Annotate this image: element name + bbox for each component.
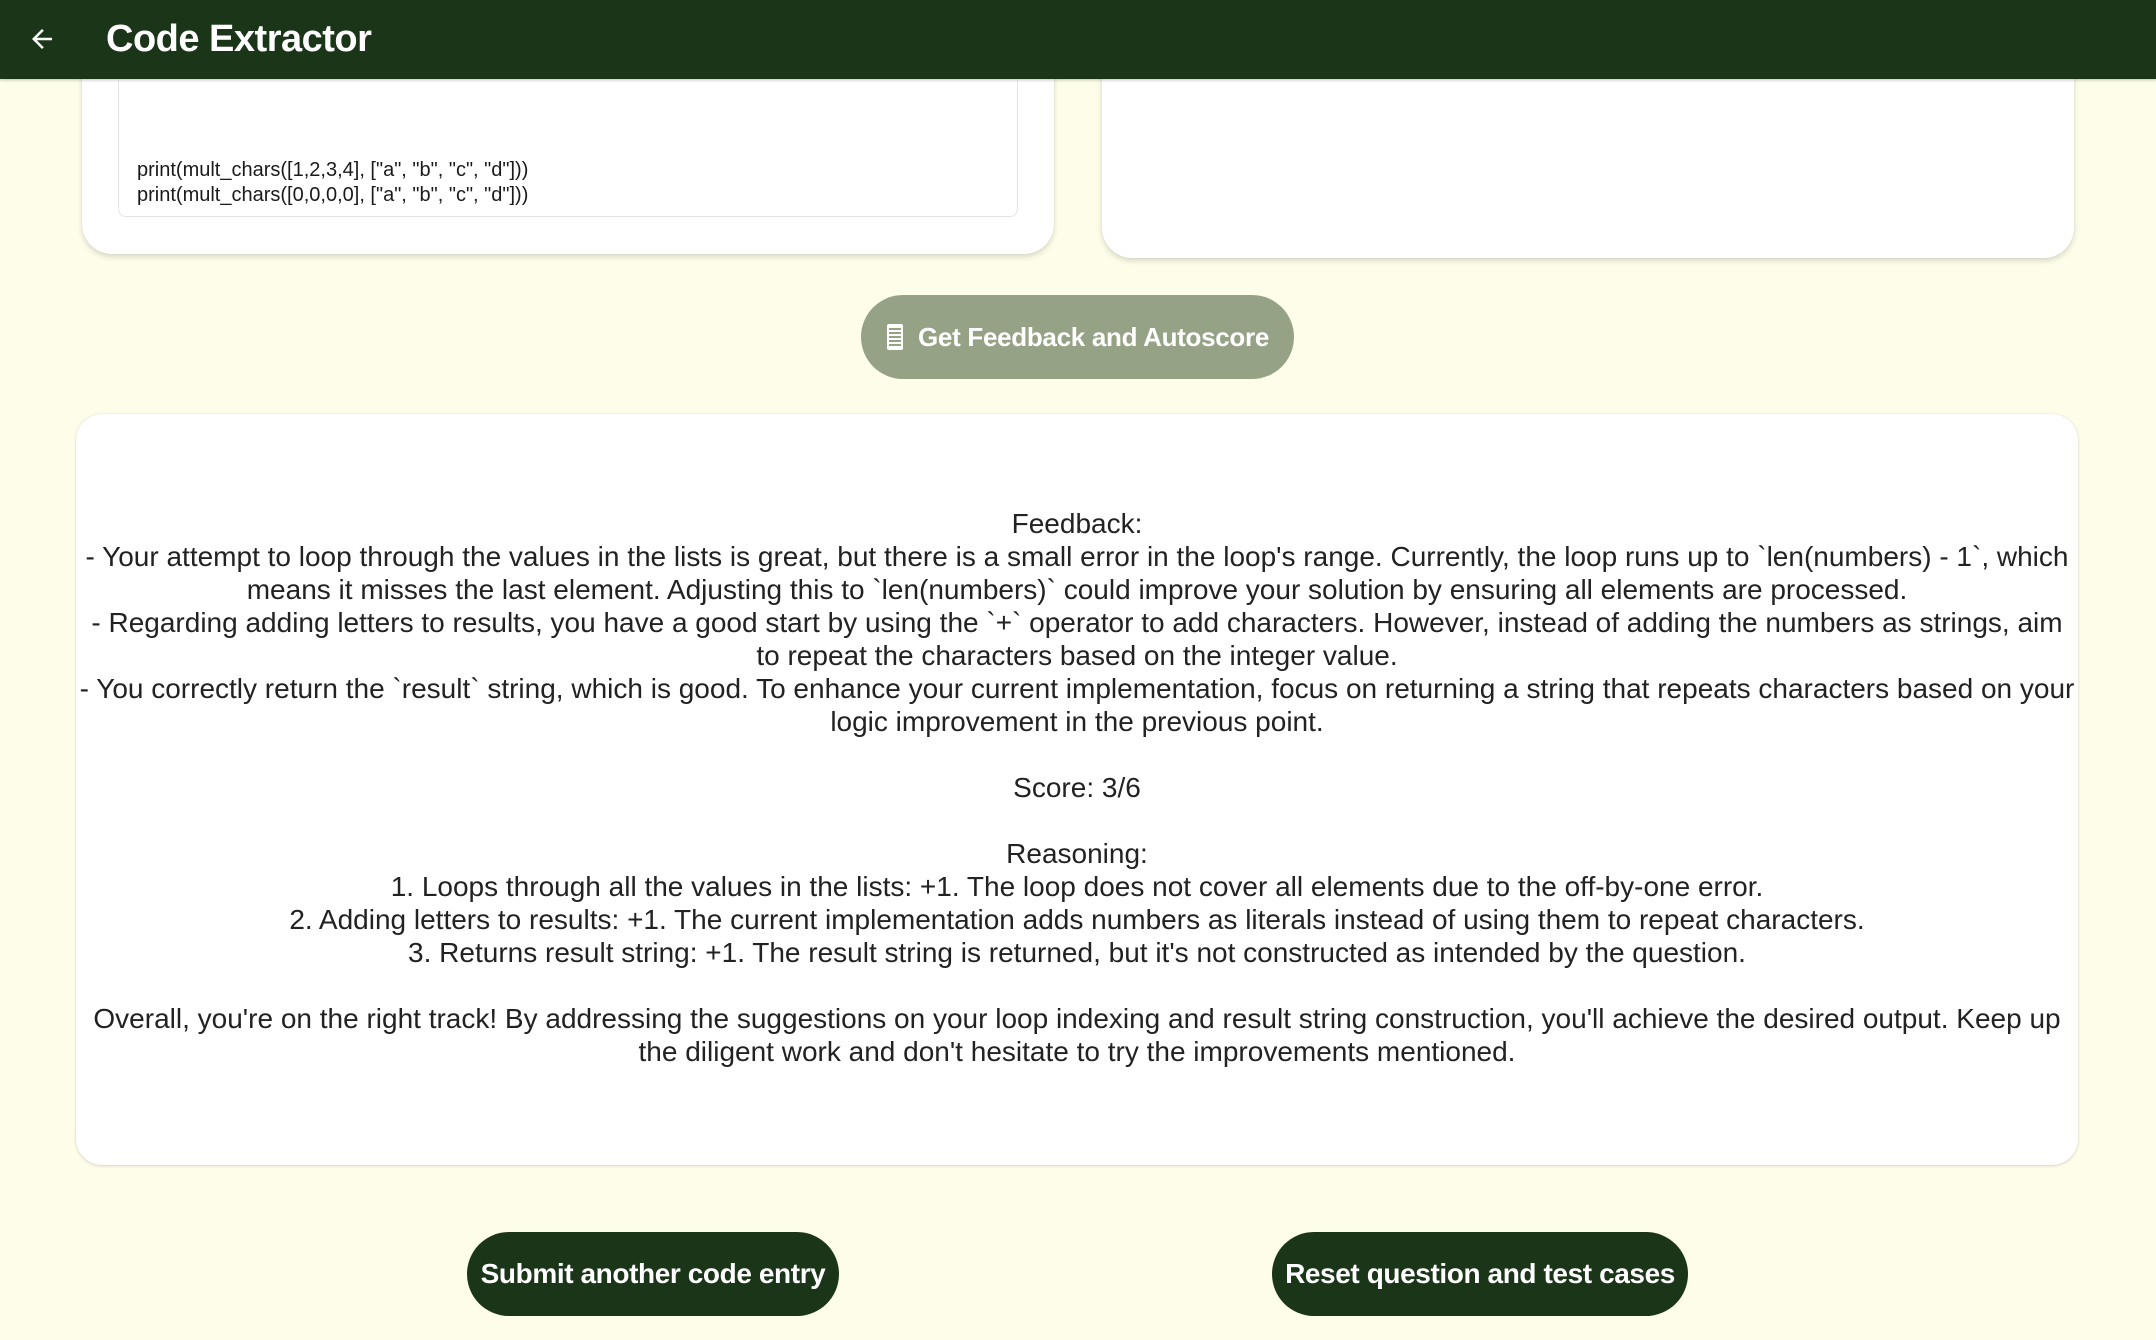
reset-question-button[interactable]: Reset question and test cases <box>1272 1232 1688 1316</box>
get-feedback-button[interactable] <box>861 295 1294 379</box>
arrow-left-icon <box>27 24 57 54</box>
code-input-area[interactable] <box>118 80 1018 217</box>
code-line: print(mult_chars([0,0,0,0], ["a", "b", "c", "d"])) <box>137 184 529 206</box>
code-line: print(mult_chars([1,2,3,4], ["a", "b", "c", "d"])) <box>137 159 529 181</box>
app-bar <box>0 0 2156 79</box>
app-title: Code Extractor <box>106 18 372 60</box>
submit-another-button[interactable]: Submit another code entry <box>467 1232 839 1316</box>
get-feedback-label: Get Feedback and Autoscore <box>918 321 1269 352</box>
feedback-text: Feedback: - Your attempt to loop through the values in the lists is great, but there is a small error in the loop's range. Currently, the loop runs up to `len(numbers) - 1`, which means it misses the last element. Adjusting this to `len(numbers)` could improve your solution by ensuring all elements are processed. - Regarding adding letters to results, you have a good start by using the `+` operator to add characters. However, instead of adding the numbers as strings, aim to repeat the characters based on the integer value. - You correctly return the `result` string, which is good. To enhance your current implementation, focus on returning a string that repeats characters based on your logic improvement in the previous point. Score: 3/6 Reasoning: 1. Loops through all the values in the lists: +1. The loop does not cover all elements due to the off-by-one error. 2. Adding letters to results: +1. The current implementation adds numbers as literals instead of using them to repeat characters. 3. Returns result string: +1. The result string is returned, but it's not constructed as intended by the question. Overall, you're on the right track! By addressing the suggestions on your loop indexing and result string construction, you'll achieve the desired output. Keep up the diligent work and don't hesitate to try the improvements mentioned. <box>79 508 2075 1067</box>
document-icon <box>886 323 904 351</box>
feedback-card <box>76 414 2078 1165</box>
back-button[interactable] <box>22 19 62 59</box>
